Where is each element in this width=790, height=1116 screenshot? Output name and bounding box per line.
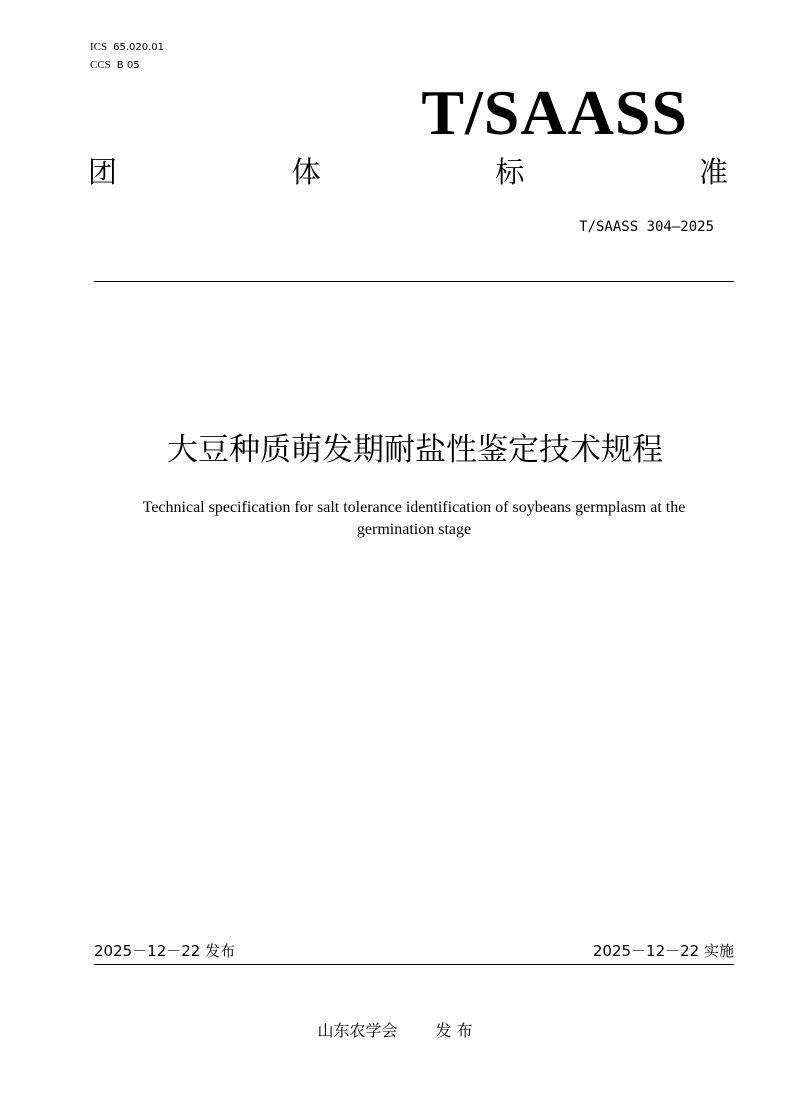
standard-type-char: 标: [495, 155, 525, 189]
publisher-org: 山东农学会: [317, 1021, 398, 1040]
publisher-line: [0, 1020, 790, 1042]
ics-label: ICS: [90, 41, 108, 53]
standard-type-char: 团: [88, 155, 118, 189]
header-divider: [94, 281, 734, 282]
title-en-line: Technical specification for salt tolerance identification of soybeans germplasm at the: [142, 499, 686, 516]
implementation-date: 2025－12－22 实施: [592, 942, 734, 960]
title-en-line: germination stage: [356, 521, 472, 538]
standard-number: T/SAASS 304—2025: [579, 219, 714, 235]
publisher-action: 发 布: [435, 1021, 473, 1040]
issue-date: 2025－12－22 发布: [94, 942, 236, 960]
standard-brand-mark: T/SAASS: [421, 77, 688, 148]
ccs-code: B 05: [116, 60, 140, 71]
document-title-en: [90, 497, 738, 541]
ccs-label: CCS: [90, 59, 111, 71]
ics-code: 65.020.01: [113, 42, 165, 53]
ics-classification: [90, 40, 164, 54]
ccs-classification: [90, 58, 140, 72]
standard-type-char: 准: [698, 155, 728, 189]
footer-divider: [94, 964, 734, 965]
document-title-zh: 大豆种质萌发期耐盐性鉴定技术规程: [167, 432, 663, 468]
standard-type-heading: [88, 152, 728, 192]
standard-type-char: 体: [291, 155, 321, 189]
